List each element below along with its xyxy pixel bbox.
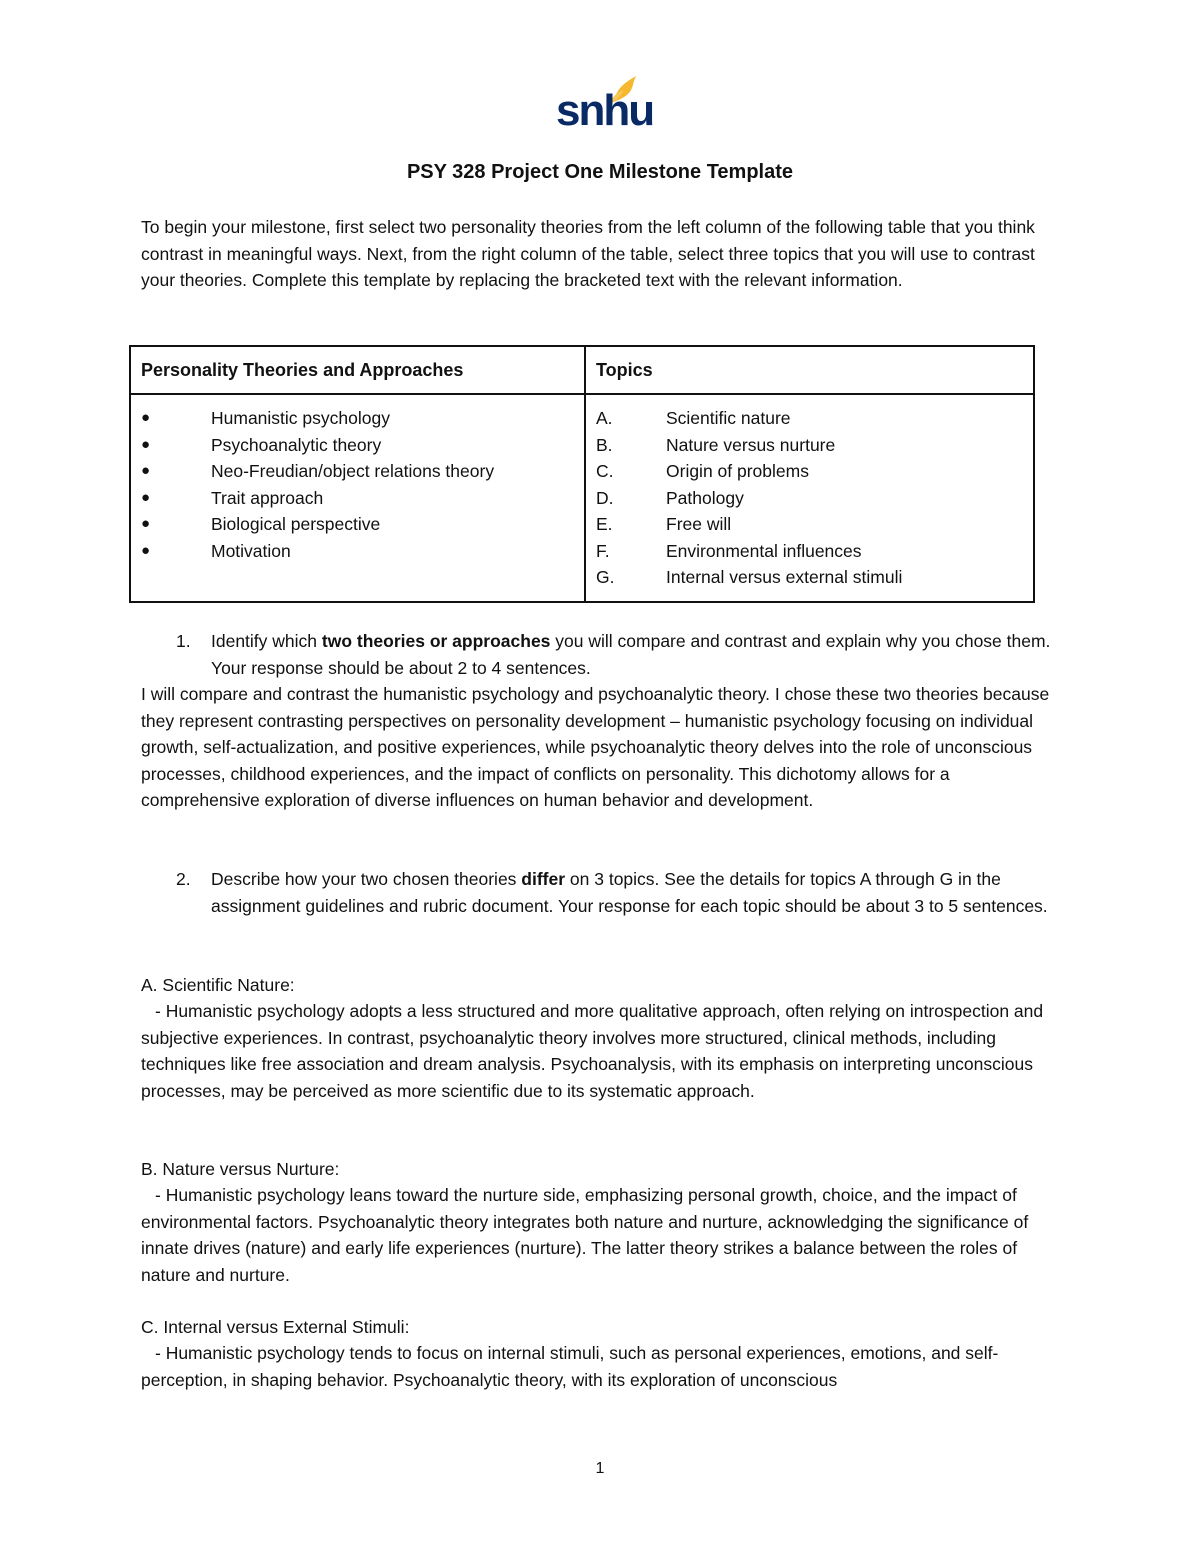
answer-1: I will compare and contrast the humanistic psychology and psychoanalytic theory. I chose these two theories because they represent contrasting perspectives on personality development – humanistic psychology focusing on individual growth, self-actualization, and positive experiences, while psychoanalytic theory delves into the role of unconscious processes, childhood experiences, and the impact of conflicts on personality. This dichotomy allows for a comprehensive exploration of diverse influences on human behavior and development. <box>141 684 1050 810</box>
section-c-heading: C. Internal versus External Stimuli: <box>141 1317 410 1337</box>
section-a-body: - Humanistic psychology adopts a less structured and more qualitative approach, often relying on introspection and subjective experiences. In contrast, psychoanalytic theory involves more structured, clinical methods, including techniques like free association and dream analysis. Psychoanalysis, with its emphasis on interpreting unconscious processes, may be perceived as more scientific due to its systematic approach. <box>141 1001 1044 1101</box>
bullet-icon: ● <box>141 515 151 532</box>
list-item: G. Internal versus external stimuli <box>596 567 903 587</box>
list-item: A. Scientific nature <box>596 408 791 428</box>
bullet-icon: ● <box>141 462 151 479</box>
page-number: 1 <box>595 1460 605 1477</box>
theories-topics-table <box>129 345 1035 603</box>
list-item: ● Motivation <box>141 538 574 565</box>
list-item: ● Psychoanalytic theory <box>141 432 574 459</box>
list-item: D. Pathology <box>596 487 744 508</box>
list-item: ● Neo-Freudian/object relations theory <box>141 458 574 485</box>
theories-cell <box>130 394 585 602</box>
logo-wordmark: snhu <box>556 86 654 135</box>
bullet-icon: ● <box>141 541 151 559</box>
list-item: E. Free will <box>596 514 732 534</box>
list-item: ● Humanistic psychology <box>141 405 574 432</box>
question-1: 1. Identify which two theories or approaches you will compare and contrast and explain why you chose them. Your response should be about 2 to 4 sentences. <box>176 631 1051 678</box>
snhu-logo <box>556 74 654 135</box>
intro-paragraph: To begin your milestone, first select two personality theories from the left column of the following table that you think contrast in meaningful ways. Next, from the right column of the table, select three topics that you will use to contrast your theories. Complete this template by replacing the bracketed text with the relevant information. <box>141 217 1035 290</box>
list-item: ● Biological perspective <box>141 511 574 538</box>
bullet-icon: ● <box>141 488 151 506</box>
table-header-topics: Topics <box>585 346 1034 394</box>
table-header-theories: Personality Theories and Approaches <box>130 346 585 394</box>
section-c-body: - Humanistic psychology tends to focus on internal stimuli, such as personal experiences, emotions, and self-perception, in shaping behavior. Psychoanalytic theory, with its exploration of unconscious <box>141 1343 999 1390</box>
section-b-body: - Humanistic psychology leans toward the nurture side, emphasizing personal growth, choice, and the impact of environmental factors. Psychoanalytic theory integrates both nature and nurture, acknowledging the significance of innate drives (nature) and early life experiences (nurture). The latter theory strikes a balance between the roles of nature and nurture. <box>141 1185 1029 1285</box>
page-title: PSY 328 Project One Milestone Template <box>406 161 794 183</box>
section-a-heading: A. Scientific Nature: <box>141 975 295 995</box>
list-item: F. Environmental influences <box>596 540 862 561</box>
list-item: C. Origin of problems <box>596 461 809 481</box>
question-2: 2. Describe how your two chosen theories differ on 3 topics. See the details for topics A through G in the assignment guidelines and rubric document. Your response for each topic should be about 3 to 5 sentences. <box>176 869 1048 916</box>
bullet-icon: ● <box>141 435 151 453</box>
bullet-icon: ● <box>141 409 151 426</box>
list-item: ● Trait approach <box>141 485 574 512</box>
list-item: B. Nature versus nurture <box>596 434 836 455</box>
topics-cell <box>585 394 1034 602</box>
section-b-heading: B. Nature versus Nurture: <box>141 1159 340 1179</box>
